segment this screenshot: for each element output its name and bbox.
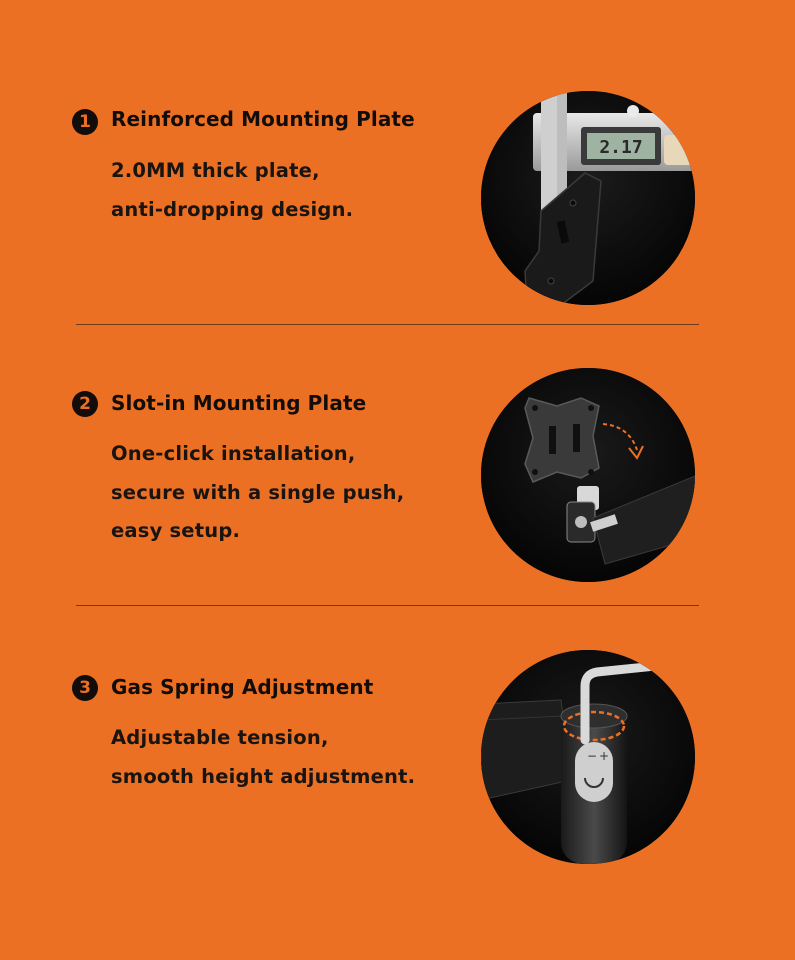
gas-spring-hex-key-photo (481, 650, 695, 864)
feature-description-line: Adjustable tension, (111, 726, 329, 749)
feature-description-line: One-click installation, (111, 442, 356, 465)
vesa-plate-slot-in-photo (481, 368, 695, 582)
caliper-measuring-plate-photo (481, 91, 695, 305)
feature-number-badge: 2 (72, 391, 98, 417)
svg-text:−: − (587, 749, 598, 763)
feature-number-badge: 1 (72, 109, 98, 135)
feature-description-line: easy setup. (111, 519, 241, 542)
feature-title: Gas Spring Adjustment (111, 675, 374, 699)
feature-description-line: anti-dropping design. (111, 197, 354, 221)
feature-description-line: smooth height adjustment. (111, 764, 416, 788)
feature-number-badge: 3 (72, 675, 98, 701)
feature-description-line: secure with a single push, (111, 480, 405, 504)
caliper-reading: 2.17 (599, 137, 643, 158)
feature-description (111, 152, 353, 229)
feature-description (111, 719, 415, 796)
section-divider (76, 324, 699, 325)
section-divider (76, 605, 699, 606)
feature-description (111, 435, 404, 551)
feature-title: Reinforced Mounting Plate (111, 107, 415, 131)
feature-title: Slot-in Mounting Plate (111, 391, 367, 415)
svg-text:+: + (599, 749, 610, 763)
feature-description-line: 2.0MM thick plate, (111, 159, 320, 182)
